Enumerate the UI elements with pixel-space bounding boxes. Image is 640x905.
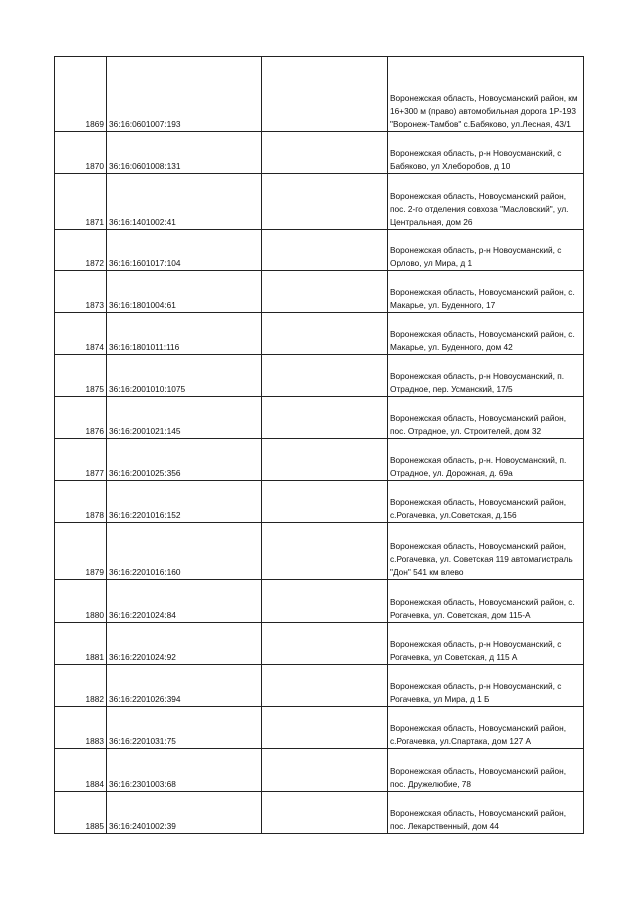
table-row: [55, 481, 584, 523]
table-row: [55, 57, 584, 132]
table-row: [55, 271, 584, 313]
address-cell: Воронежская область, р-н Новоусманский, с Бабяково, ул Хлеборобов, д 10: [388, 132, 584, 174]
cadastral-number: 36:16:2201024:92: [107, 623, 262, 665]
cadastral-number: 36:16:2201016:160: [107, 523, 262, 580]
table-row: [55, 174, 584, 230]
empty-cell: [262, 313, 388, 355]
cadastral-number: 36:16:2201026:394: [107, 665, 262, 707]
table-row: [55, 580, 584, 623]
row-number: 1873: [55, 271, 107, 313]
row-number: 1876: [55, 397, 107, 439]
address-cell: Воронежская область, Новоусманский район, пос. Отрадное, ул. Строителей, дом 32: [388, 397, 584, 439]
address-cell: Воронежская область, Новоусманский район, с. Рогачевка, ул. Советская, дом 115-А: [388, 580, 584, 623]
empty-cell: [262, 707, 388, 749]
address-cell: Воронежская область, р-н Новоусманский, с Орлово, ул Мира, д 1: [388, 230, 584, 271]
address-cell: Воронежская область, Новоусманский район, пос. Дружелюбие, 78: [388, 749, 584, 792]
registry-table-body: [55, 57, 584, 834]
address-cell: Воронежская область, Новоусманский район, с. Макарье, ул. Буденного, 17: [388, 271, 584, 313]
cadastral-number: 36:16:2001021:145: [107, 397, 262, 439]
row-number: 1884: [55, 749, 107, 792]
empty-cell: [262, 792, 388, 834]
row-number: 1885: [55, 792, 107, 834]
cadastral-number: 36:16:2201031:75: [107, 707, 262, 749]
cadastral-number: 36:16:1801004:61: [107, 271, 262, 313]
table-row: [55, 665, 584, 707]
cadastral-number: 36:16:0601007:193: [107, 57, 262, 132]
empty-cell: [262, 57, 388, 132]
table-row: [55, 749, 584, 792]
row-number: 1882: [55, 665, 107, 707]
empty-cell: [262, 665, 388, 707]
table-row: [55, 523, 584, 580]
empty-cell: [262, 439, 388, 481]
row-number: 1881: [55, 623, 107, 665]
empty-cell: [262, 355, 388, 397]
cadastral-number: 36:16:2401002:39: [107, 792, 262, 834]
row-number: 1871: [55, 174, 107, 230]
registry-table: [54, 56, 584, 834]
row-number: 1879: [55, 523, 107, 580]
address-cell: Воронежская область, Новоусманский район, с.Рогачевка, ул.Спартака, дом 127 А: [388, 707, 584, 749]
cadastral-number: 36:16:1601017:104: [107, 230, 262, 271]
address-cell: Воронежская область, р-н Новоусманский, с Рогачевка, ул Мира, д 1 Б: [388, 665, 584, 707]
empty-cell: [262, 230, 388, 271]
empty-cell: [262, 174, 388, 230]
address-cell: Воронежская область, Новоусманский район, пос. Лекарственный, дом 44: [388, 792, 584, 834]
table-row: [55, 623, 584, 665]
row-number: 1872: [55, 230, 107, 271]
row-number: 1878: [55, 481, 107, 523]
cadastral-number: 36:16:2201016:152: [107, 481, 262, 523]
address-cell: Воронежская область, Новоусманский район, с.Рогачевка, ул. Советская 119 автомагистраль "Дон" 541 км влево: [388, 523, 584, 580]
table-row: [55, 397, 584, 439]
empty-cell: [262, 132, 388, 174]
empty-cell: [262, 271, 388, 313]
row-number: 1874: [55, 313, 107, 355]
cadastral-number: 36:16:2301003:68: [107, 749, 262, 792]
table-row: [55, 132, 584, 174]
address-cell: Воронежская область, р-н Новоусманский, с Рогачевка, ул Советская, д 115 А: [388, 623, 584, 665]
cadastral-number: 36:16:0601008:131: [107, 132, 262, 174]
table-row: [55, 355, 584, 397]
table-row: [55, 230, 584, 271]
cadastral-number: 36:16:1801011:116: [107, 313, 262, 355]
cadastral-number: 36:16:2001025:356: [107, 439, 262, 481]
empty-cell: [262, 397, 388, 439]
empty-cell: [262, 749, 388, 792]
row-number: 1869: [55, 57, 107, 132]
row-number: 1875: [55, 355, 107, 397]
row-number: 1880: [55, 580, 107, 623]
empty-cell: [262, 481, 388, 523]
cadastral-number: 36:16:1401002:41: [107, 174, 262, 230]
row-number: 1870: [55, 132, 107, 174]
table-row: [55, 707, 584, 749]
address-cell: Воронежская область, р-н Новоусманский, п. Отрадное, пер. Усманский, 17/5: [388, 355, 584, 397]
cadastral-number: 36:16:2001010:1075: [107, 355, 262, 397]
address-cell: Воронежская область, Новоусманский район, км 16+300 м (право) автомобильная дорога 1Р-193 "Воронеж-Тамбов" с.Бабяково, ул.Лесная, 43/1: [388, 57, 584, 132]
table-row: [55, 439, 584, 481]
address-cell: Воронежская область, р-н. Новоусманский, п. Отрадное, ул. Дорожная, д. 69а: [388, 439, 584, 481]
empty-cell: [262, 580, 388, 623]
row-number: 1883: [55, 707, 107, 749]
table-row: [55, 313, 584, 355]
empty-cell: [262, 523, 388, 580]
address-cell: Воронежская область, Новоусманский район, с.Рогачевка, ул.Советская, д.156: [388, 481, 584, 523]
row-number: 1877: [55, 439, 107, 481]
address-cell: Воронежская область, Новоусманский район, с. Макарье, ул. Буденного, дом 42: [388, 313, 584, 355]
cadastral-number: 36:16:2201024:84: [107, 580, 262, 623]
table-row: [55, 792, 584, 834]
address-cell: Воронежская область, Новоусманский район, пос. 2-го отделения совхоза "Масловский", ул. Центральная, дом 26: [388, 174, 584, 230]
empty-cell: [262, 623, 388, 665]
